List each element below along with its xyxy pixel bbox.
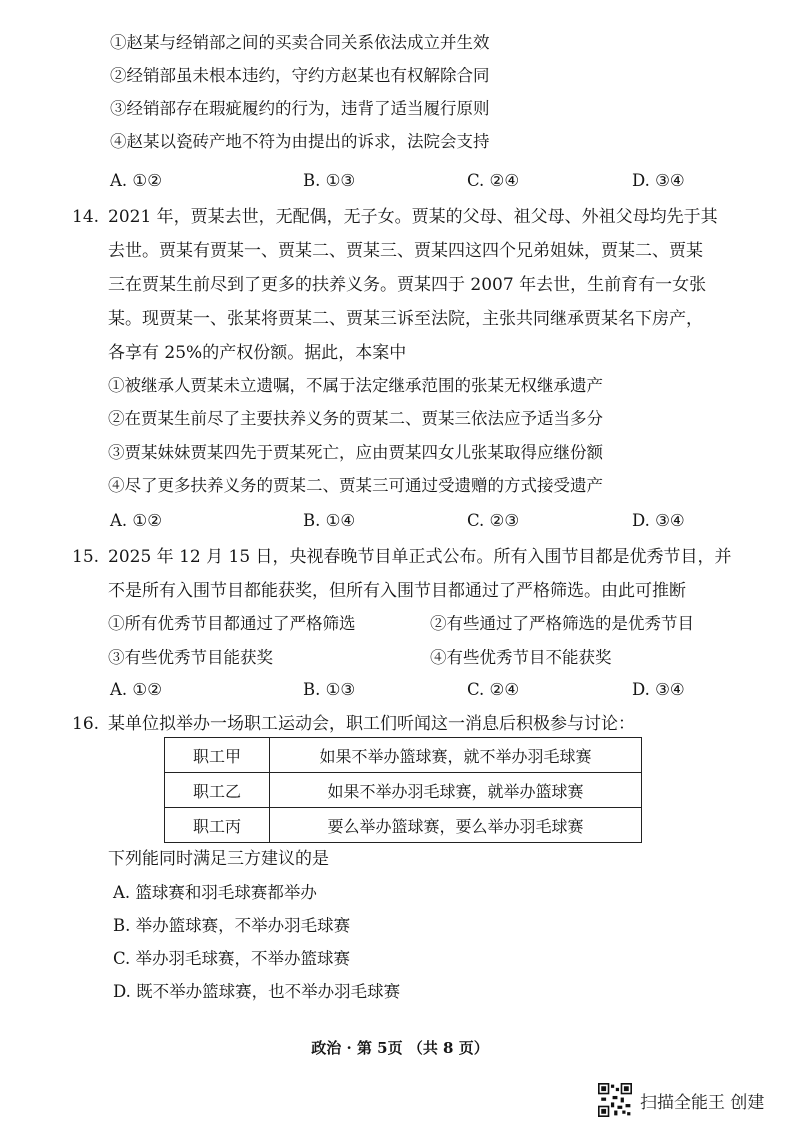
- q13-choice-b: B. ①③: [303, 171, 356, 190]
- q13-choice-a: A. ①②: [110, 171, 162, 190]
- q15-statement-4: ④有些优秀节目不能获奖: [430, 648, 612, 667]
- q16-choice-b: B. 举办篮球赛，不举办羽毛球赛: [113, 916, 351, 935]
- q15-statement-2: ②有些通过了严格筛选的是优秀节目: [430, 614, 694, 633]
- q16-choice-a: A. 篮球赛和羽毛球赛都举办: [113, 883, 317, 902]
- q13-choice-d: D. ③④: [632, 171, 685, 190]
- q14-line-1: 2021 年，贾某去世，无配偶，无子女。贾某的父母、祖父母、外祖父母均先于其: [108, 207, 718, 227]
- q16-question: 下列能同时满足三方建议的是: [108, 849, 329, 869]
- q13-statement-2: ②经销部虽未根本违约，守约方赵某也有权解除合同: [110, 66, 490, 85]
- q14-choice-c: C. ②③: [467, 511, 520, 530]
- q16-speaker-2: 职工乙: [165, 773, 270, 808]
- q16-stem: 某单位拟举办一场职工运动会，职工们听闻这一消息后积极参与讨论：: [108, 714, 635, 734]
- q16-choice-c: C. 举办羽毛球赛，不举办篮球赛: [113, 949, 351, 968]
- q15-statement-1: ①所有优秀节目都通过了严格筛选: [108, 614, 356, 633]
- table-row: [165, 773, 642, 808]
- q16-suggestion-table: [164, 737, 642, 843]
- q15-choice-c: C. ②④: [467, 680, 520, 699]
- q16-suggestion-1: 如果不举办篮球赛，就不举办羽毛球赛: [270, 738, 642, 773]
- q16-speaker-3: 职工丙: [165, 808, 270, 843]
- q15-choice-d: D. ③④: [632, 680, 685, 699]
- q15-statement-3: ③有些优秀节目能获奖: [108, 648, 273, 667]
- q14-line-3: 三在贾某生前尽到了更多的扶养义务。贾某四于 2007 年去世，生前育有一女张: [108, 275, 707, 295]
- q14-line-4: 某。现贾某一、张某将贾某二、贾某三诉至法院，主张共同继承贾某名下房产，: [108, 309, 703, 329]
- q14-statement-3: ③贾某妹妹贾某四先于贾某死亡，应由贾某四女儿张某取得应继份额: [108, 443, 603, 462]
- q14-number: 14.: [72, 207, 100, 227]
- q16-suggestion-2: 如果不举办羽毛球赛，就举办篮球赛: [270, 773, 642, 808]
- q14-statement-1: ①被继承人贾某未立遗嘱，不属于法定继承范围的张某无权继承遗产: [108, 376, 603, 395]
- q14-line-2: 去世。贾某有贾某一、贾某二、贾某三、贾某四这四个兄弟姐妹，贾某二、贾某: [108, 241, 703, 261]
- q13-choice-c: C. ②④: [467, 171, 520, 190]
- q14-line-5: 各享有 25%的产权份额。据此，本案中: [108, 343, 407, 363]
- scanner-watermark-text: 扫描全能王 创建: [640, 1092, 765, 1113]
- scanner-watermark: [598, 1082, 764, 1118]
- q15-line-1: 2025 年 12 月 15 日，央视春晚节目单正式公布。所有入围节目都是优秀节目，并: [108, 547, 732, 567]
- q15-choice-b: B. ①③: [303, 680, 356, 699]
- q14-choice-b: B. ①④: [303, 511, 356, 530]
- table-row: [165, 808, 642, 843]
- q15-line-2: 不是所有入围节目都能获奖，但所有入围节目都通过了严格筛选。由此可推断: [108, 581, 686, 601]
- q13-statement-3: ③经销部存在瑕疵履约的行为，违背了适当履行原则: [110, 99, 490, 118]
- q15-choice-a: A. ①②: [110, 680, 162, 699]
- q13-statement-4: ④赵某以瓷砖产地不符为由提出的诉求，法院会支持: [110, 132, 490, 151]
- q14-choice-a: A. ①②: [110, 511, 162, 530]
- q14-choice-d: D. ③④: [632, 511, 685, 530]
- q16-choice-d: D. 既不举办篮球赛，也不举办羽毛球赛: [113, 982, 401, 1001]
- q16-number: 16.: [72, 714, 100, 734]
- page-footer: 政治 · 第 5页 （共 8 页）: [311, 1039, 489, 1057]
- qr-code-icon: [598, 1083, 632, 1117]
- q14-statement-2: ②在贾某生前尽了主要扶养义务的贾某二、贾某三依法应予适当多分: [108, 409, 603, 428]
- q16-speaker-1: 职工甲: [165, 738, 270, 773]
- q14-statement-4: ④尽了更多扶养义务的贾某二、贾某三可通过受遗赠的方式接受遗产: [108, 476, 603, 495]
- q16-suggestion-3: 要么举办篮球赛，要么举办羽毛球赛: [270, 808, 642, 843]
- q13-statement-1: ①赵某与经销部之间的买卖合同关系依法成立并生效: [110, 33, 490, 52]
- table-row: [165, 738, 642, 773]
- q15-number: 15.: [72, 547, 100, 567]
